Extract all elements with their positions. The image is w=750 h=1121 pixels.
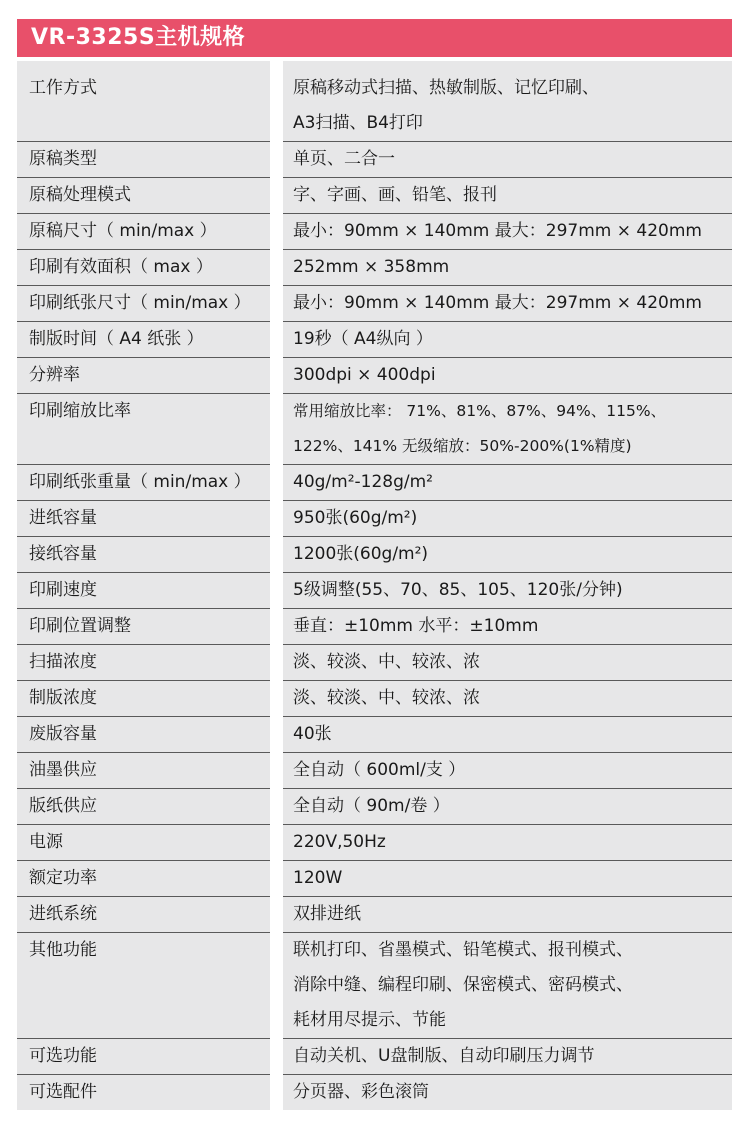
spec-row [17,933,732,1039]
spec-label-cell [17,1039,270,1075]
spec-label: 接纸容量 [29,544,97,564]
spec-label-cell [17,501,270,537]
spec-value-line: 联机打印、省墨模式、铅笔模式、报刊模式、 [293,940,633,960]
spec-row [17,753,732,789]
spec-row [17,681,732,717]
spec-label-cell [17,717,270,753]
spec-label-cell [17,61,270,142]
spec-label-cell [17,789,270,825]
spec-label: 扫描浓度 [29,652,97,672]
spec-label-cell [17,537,270,573]
spec-value-line: 122%、141% 无级缩放：50%-200%(1%精度) [293,437,632,455]
spec-value-line: 单页、二合一 [293,149,395,169]
spec-label: 原稿尺寸（ min/max ） [29,221,217,241]
spec-value-line: 全自动（ 600ml/支 ） [293,760,466,780]
spec-value-line: 消除中缝、编程印刷、保密模式、密码模式、 [293,975,633,995]
spec-value-cell [283,717,732,753]
spec-value-cell [283,178,732,214]
spec-value-cell [283,142,732,178]
spec-label-cell [17,933,270,1039]
spec-value-line: 40张 [293,724,332,744]
spec-value-cell [283,537,732,573]
spec-value-cell [283,394,732,465]
spec-label-cell [17,825,270,861]
spec-row [17,861,732,897]
spec-value-cell [283,322,732,358]
spec-value-line: 淡、较淡、中、较浓、浓 [293,688,480,708]
spec-value-line: 最小：90mm × 140mm 最大：297mm × 420mm [293,293,702,313]
spec-row [17,717,732,753]
spec-label: 废版容量 [29,724,97,744]
spec-value-cell [283,897,732,933]
spec-value-cell [283,286,732,322]
spec-value-cell [283,825,732,861]
spec-row [17,214,732,250]
spec-value-cell [283,465,732,501]
spec-row [17,465,732,501]
spec-label: 进纸系统 [29,904,97,924]
spec-row [17,789,732,825]
spec-label: 印刷速度 [29,580,97,600]
spec-value-cell [283,609,732,645]
spec-label-cell [17,142,270,178]
spec-row [17,573,732,609]
spec-label: 电源 [29,832,63,852]
spec-value-line: 双排进纸 [293,904,361,924]
spec-value-line: 原稿移动式扫描、热敏制版、记忆印刷、 [293,78,599,98]
spec-label: 印刷纸张尺寸（ min/max ） [29,293,251,313]
spec-row [17,1075,732,1110]
spec-row [17,1039,732,1075]
spec-label-cell [17,358,270,394]
spec-value-cell [283,861,732,897]
spec-row [17,178,732,214]
spec-row [17,897,732,933]
spec-title-bar [17,19,732,57]
spec-label-cell [17,1075,270,1110]
spec-label: 版纸供应 [29,796,97,816]
spec-label: 印刷缩放比率 [29,401,131,421]
spec-label-cell [17,214,270,250]
spec-label-cell [17,394,270,465]
spec-label: 进纸容量 [29,508,97,528]
spec-row [17,61,732,142]
spec-value-line: 字、字画、画、铅笔、报刊 [293,185,497,205]
spec-value-cell [283,645,732,681]
spec-table [17,61,732,1110]
spec-value-line: 耗材用尽提示、节能 [293,1010,446,1030]
spec-label: 可选配件 [29,1082,97,1102]
spec-label-cell [17,250,270,286]
spec-label: 其他功能 [29,940,97,960]
spec-label-cell [17,465,270,501]
spec-value-line: 40g/m²-128g/m² [293,472,434,492]
spec-row [17,645,732,681]
spec-value-cell [283,501,732,537]
spec-label-cell [17,897,270,933]
spec-value-line: 常用缩放比率： 71%、81%、87%、94%、115%、 [293,402,667,420]
spec-row [17,322,732,358]
spec-value-line: 19秒（ A4纵向 ） [293,329,433,349]
spec-label: 印刷有效面积（ max ） [29,257,213,277]
spec-value-line: 120W [293,868,343,888]
spec-label-cell [17,753,270,789]
spec-label: 可选功能 [29,1046,97,1066]
spec-label-cell [17,573,270,609]
spec-row [17,609,732,645]
spec-label: 制版浓度 [29,688,97,708]
spec-value-cell [283,753,732,789]
spec-title: VR-3325S主机规格 [31,25,246,50]
spec-label-cell [17,322,270,358]
spec-value-cell [283,250,732,286]
spec-row [17,286,732,322]
spec-label-cell [17,861,270,897]
spec-value-line: 垂直：±10mm 水平：±10mm [293,616,539,636]
spec-value-cell [283,681,732,717]
spec-label-cell [17,645,270,681]
spec-label: 工作方式 [29,78,97,98]
spec-value-line: 淡、较淡、中、较浓、浓 [293,652,480,672]
spec-row [17,501,732,537]
spec-value-cell [283,1039,732,1075]
spec-value-line: 5级调整(55、70、85、105、120张/分钟) [293,580,623,600]
spec-value-line: 950张(60g/m²) [293,508,418,528]
spec-label: 额定功率 [29,868,97,888]
spec-label: 油墨供应 [29,760,97,780]
spec-value-line: 全自动（ 90m/卷 ） [293,796,450,816]
spec-value-line: 1200张(60g/m²) [293,544,429,564]
spec-label: 印刷纸张重量（ min/max ） [29,472,251,492]
spec-value-cell [283,573,732,609]
spec-value-cell [283,1075,732,1110]
spec-row [17,358,732,394]
spec-value-cell [283,358,732,394]
spec-label-cell [17,286,270,322]
spec-value-line: 自动关机、U盘制版、自动印刷压力调节 [293,1046,595,1066]
spec-value-line: 220V,50Hz [293,832,386,852]
spec-label: 制版时间（ A4 纸张 ） [29,329,204,349]
spec-value-line: 252mm × 358mm [293,257,450,277]
spec-value-line: 300dpi × 400dpi [293,365,436,385]
spec-value-line: 最小：90mm × 140mm 最大：297mm × 420mm [293,221,702,241]
spec-label-cell [17,609,270,645]
spec-row [17,250,732,286]
spec-row [17,537,732,573]
spec-value-cell [283,214,732,250]
spec-label-cell [17,178,270,214]
spec-value-line: A3扫描、B4打印 [293,113,423,133]
spec-label: 原稿类型 [29,149,97,169]
spec-label-cell [17,681,270,717]
spec-value-cell [283,933,732,1039]
spec-value-cell [283,789,732,825]
spec-row [17,394,732,465]
spec-value-line: 分页器、彩色滚筒 [293,1082,429,1102]
spec-value-cell [283,61,732,142]
spec-label: 印刷位置调整 [29,616,131,636]
spec-label: 分辨率 [29,365,80,385]
spec-label: 原稿处理模式 [29,185,131,205]
spec-row [17,142,732,178]
spec-row [17,825,732,861]
